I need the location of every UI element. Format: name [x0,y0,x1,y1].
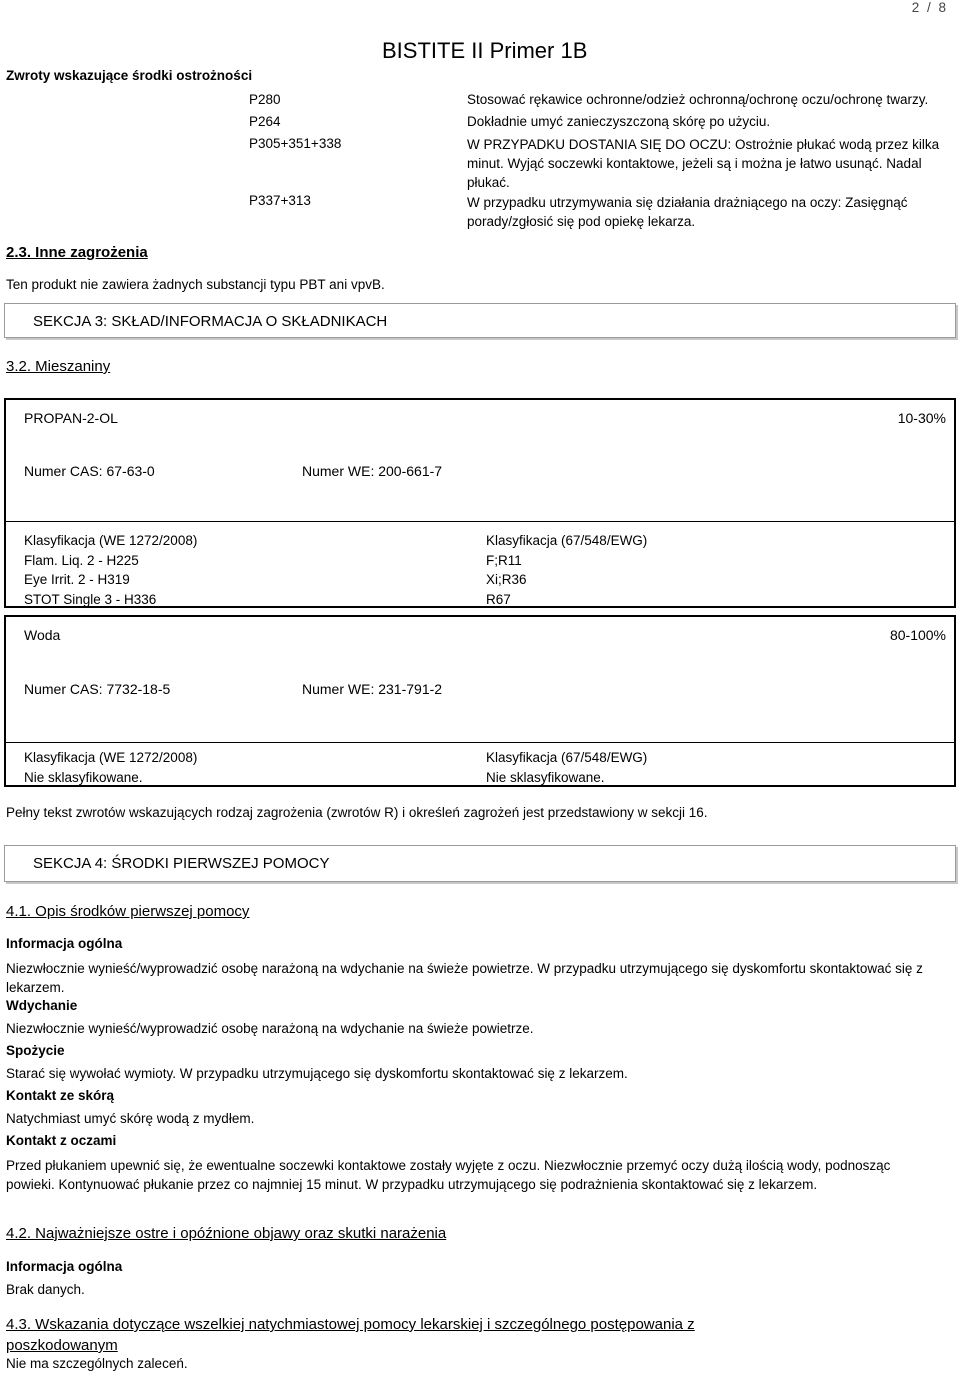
we-number: Numer WE: 231-791-2 [302,681,443,697]
item-text: Nie ma szczególnych zaleceń. [6,1356,188,1371]
sub42-heading: 4.2. Najważniejsze ostre i opóźnione objawy oraz skutki narażenia [6,1225,447,1242]
section3-bar [4,303,956,338]
p-code: P280 [249,92,281,107]
p-text: Stosować rękawice ochronne/odzież ochronną/ochronę oczu/ochronę twarzy. [467,92,929,107]
class-line: Nie sklasyfikowane. [24,769,143,785]
class-line: F;R11 [486,552,522,568]
section4-bar [4,845,956,882]
class-line: Klasyfikacja (WE 1272/2008) [24,750,198,765]
item-label: Wdychanie [6,998,78,1013]
class-line: Xi;R36 [486,572,527,587]
class-line: Flam. Liq. 2 - H225 [24,552,139,568]
item-text: Przed płukaniem upewnić się, że ewentualne soczewki kontaktowe zostały wyjęte z oczu. Niezwłocznie przemyć oczy dużą ilością wody, podnosząc powieki. Kontynuować płukanie przez co najmniej 15 minut. W przypadku utrzymującego się podrażnienia skontaktować się z lekarzem. [6,1158,891,1192]
section3-note: Pełny tekst zwrotów wskazujących rodzaj zagrożenia (zwrotów R) i określeń zagrożeń jest przedstawiony w sekcji 16. [6,805,708,820]
other-hazards-text: Ten produkt nie zawiera żadnych substancji typu PBT ani vpvB. [6,277,385,292]
item-label: Kontakt z oczami [6,1133,117,1148]
item-text: Niezwłocznie wynieść/wyprowadzić osobę narażoną na wdychanie na świeże powietrze. W przypadku utrzymującego się dyskomfortu skontaktować się z lekarzem. [6,961,923,995]
mixtures-heading: 3.2. Mieszaniny [6,358,111,375]
item-label: Informacja ogólna [6,936,123,951]
component-name: Woda [24,627,61,643]
classification-dsd [486,748,647,787]
class-line: Klasyfikacja (67/548/EWG) [486,750,648,765]
page-number: 2 / 8 [911,0,948,15]
class-line: STOT Single 3 - H336 [24,591,157,607]
class-line: Klasyfikacja (WE 1272/2008) [24,533,198,548]
we-number: Numer WE: 200-661-7 [302,463,443,479]
component-box [4,615,956,787]
classification-clp [24,748,197,787]
p-text: W przypadku utrzymywania się działania drażniącego na oczy: Zasięgnąć porady/zgłosić się pod opiekę lekarza. [467,195,908,229]
p-text: W PRZYPADKU DOSTANIA SIĘ DO OCZU: Ostrożnie płukać wodą przez kilka minut. Wyjąć soczewki kontaktowe, jeżeli są i można je łatwo usunąć. Nadal płukać. [467,137,940,190]
component-box [4,398,956,608]
item-label: Spożycie [6,1043,65,1058]
item-label: Kontakt ze skórą [6,1088,115,1103]
cas-number: Numer CAS: 67-63-0 [24,463,155,479]
component-percent: 10-30% [897,410,946,426]
document-title: BISTITE II Primer 1B [382,38,588,63]
item-text: Niezwłocznie wynieść/wyprowadzić osobę narażoną na wdychanie na świeże powietrze. [6,1021,534,1036]
sub41-heading: 4.1. Opis środków pierwszej pomocy [6,903,250,920]
component-name: PROPAN-2-OL [24,410,118,426]
p-code: P337+313 [249,193,311,208]
class-line: Nie sklasyfikowane. [486,769,605,785]
other-hazards-heading: 2.3. Inne zagrożenia [6,244,148,261]
classification-dsd [486,531,647,609]
class-line: Klasyfikacja (67/548/EWG) [486,533,648,548]
class-line: Eye Irrit. 2 - H319 [24,572,130,587]
classification-clp [24,531,197,609]
item-label: Informacja ogólna [6,1259,123,1274]
p-text: Dokładnie umyć zanieczyszczoną skórę po użyciu. [467,114,771,129]
section4-title: SEKCJA 4: ŚRODKI PIERWSZEJ POMOCY [33,855,330,872]
p-code: P305+351+338 [249,136,342,151]
precautionary-heading: Zwroty wskazujące środki ostrożności [6,68,253,83]
divider [6,521,954,522]
item-text: Starać się wywołać wymioty. W przypadku utrzymującego się dyskomfortu skontaktować się z lekarzem. [6,1066,628,1081]
section3-title: SEKCJA 3: SKŁAD/INFORMACJA O SKŁADNIKACH [33,313,388,330]
class-line: R67 [486,591,511,607]
sub43-heading: 4.3. Wskazania dotyczące wszelkiej natychmiastowej pomocy lekarskiej i szczególnego postępowania z poszkodowanym [6,1316,695,1354]
component-percent: 80-100% [889,627,946,643]
item-text: Natychmiast umyć skórę wodą z mydłem. [6,1111,255,1126]
p-code: P264 [249,114,281,129]
cas-number: Numer CAS: 7732-18-5 [24,681,171,697]
item-text: Brak danych. [6,1282,85,1297]
divider [6,742,954,743]
